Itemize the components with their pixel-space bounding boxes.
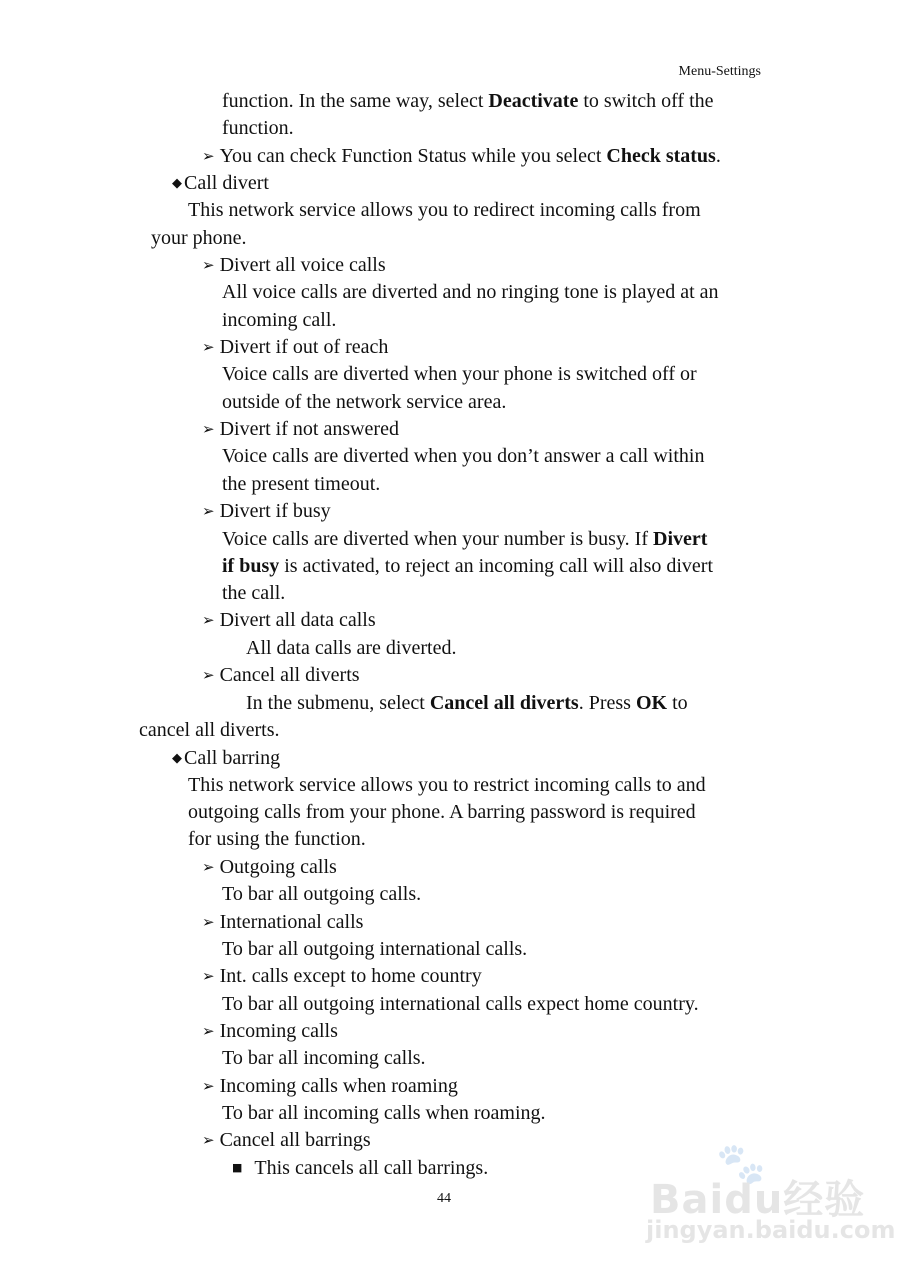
list-item: ➢ Outgoing calls <box>202 856 337 878</box>
watermark <box>640 1140 896 1250</box>
list-item: ■ This cancels all call barrings. <box>232 1157 489 1179</box>
list-item: ➢ Cancel all diverts <box>202 664 360 686</box>
arrow-bullet-icon: ➢ <box>202 420 215 438</box>
text-line: In the submenu, select Cancel all diverts. Press OK to <box>246 692 688 714</box>
list-item: ➢ International calls <box>202 911 364 933</box>
list-item: ➢ Divert if busy <box>202 500 331 522</box>
list-item: ➢ Divert if out of reach <box>202 336 389 358</box>
text-line: This network service allows you to restrict incoming calls to and <box>188 774 706 796</box>
arrow-bullet-icon: ➢ <box>202 611 215 629</box>
text-line: To bar all outgoing calls. <box>222 883 422 905</box>
text-line: This network service allows you to redirect incoming calls from <box>188 199 701 221</box>
paw-icon: 🐾 <box>716 1141 766 1187</box>
list-item: ➢ Divert if not answered <box>202 418 399 440</box>
text-line: the call. <box>222 582 286 604</box>
text-line: function. <box>222 117 294 139</box>
text-line: Voice calls are diverted when your phone is switched off or <box>222 363 697 385</box>
arrow-bullet-icon: ➢ <box>202 967 215 985</box>
arrow-bullet-icon: ➢ <box>202 1022 215 1040</box>
list-item: ➢ Divert all data calls <box>202 609 376 631</box>
watermark-brand: Baidu经验 <box>650 1177 866 1223</box>
section-heading: ◆ Call barring <box>172 747 281 769</box>
text-line: your phone. <box>151 227 247 249</box>
list-item: ➢ Incoming calls <box>202 1020 338 1042</box>
section-heading: ◆ Call divert <box>172 172 269 194</box>
text-line: function. In the same way, select Deactivate to switch off the <box>222 90 714 112</box>
text-line: for using the function. <box>188 828 366 850</box>
text-line: Voice calls are diverted when you don’t answer a call within <box>222 445 705 467</box>
list-item: ➢ Int. calls except to home country <box>202 965 482 987</box>
text-line: outside of the network service area. <box>222 391 507 413</box>
text-line: incoming call. <box>222 309 337 331</box>
arrow-bullet-icon: ➢ <box>202 1131 215 1149</box>
square-bullet-icon: ■ <box>232 1161 243 1174</box>
text-line: All data calls are diverted. <box>246 637 457 659</box>
arrow-bullet-icon: ➢ <box>202 666 215 684</box>
text-line: To bar all incoming calls when roaming. <box>222 1102 546 1124</box>
arrow-bullet-icon: ➢ <box>202 858 215 876</box>
text-line: if busy is activated, to reject an incoming call will also divert <box>222 555 713 577</box>
text-line: outgoing calls from your phone. A barring password is required <box>188 801 696 823</box>
arrow-bullet-icon: ➢ <box>202 1077 215 1095</box>
text-line: To bar all outgoing international calls. <box>222 938 528 960</box>
diamond-bullet-icon: ◆ <box>172 176 182 191</box>
arrow-bullet-icon: ➢ <box>202 913 215 931</box>
text-line: Voice calls are diverted when your number is busy. If Divert <box>222 528 708 550</box>
arrow-bullet-icon: ➢ <box>202 147 215 165</box>
arrow-bullet-icon: ➢ <box>202 502 215 520</box>
list-item: ➢ Divert all voice calls <box>202 254 386 276</box>
text-line: the present timeout. <box>222 473 381 495</box>
watermark-site: jingyan.baidu.com <box>646 1216 896 1244</box>
list-item: ➢ Incoming calls when roaming <box>202 1075 458 1097</box>
text-line: cancel all diverts. <box>139 719 280 741</box>
arrow-bullet-icon: ➢ <box>202 256 215 274</box>
text-line: To bar all incoming calls. <box>222 1047 426 1069</box>
page-number: 44 <box>437 1191 451 1206</box>
list-item: ➢ Cancel all barrings <box>202 1129 371 1151</box>
arrow-bullet-icon: ➢ <box>202 338 215 356</box>
running-header: Menu-Settings <box>678 64 761 79</box>
text-line: All voice calls are diverted and no ringing tone is played at an <box>222 281 719 303</box>
text-line: To bar all outgoing international calls expect home country. <box>222 993 699 1015</box>
list-item: ➢ You can check Function Status while you select Check status. <box>202 145 721 167</box>
diamond-bullet-icon: ◆ <box>172 751 182 766</box>
